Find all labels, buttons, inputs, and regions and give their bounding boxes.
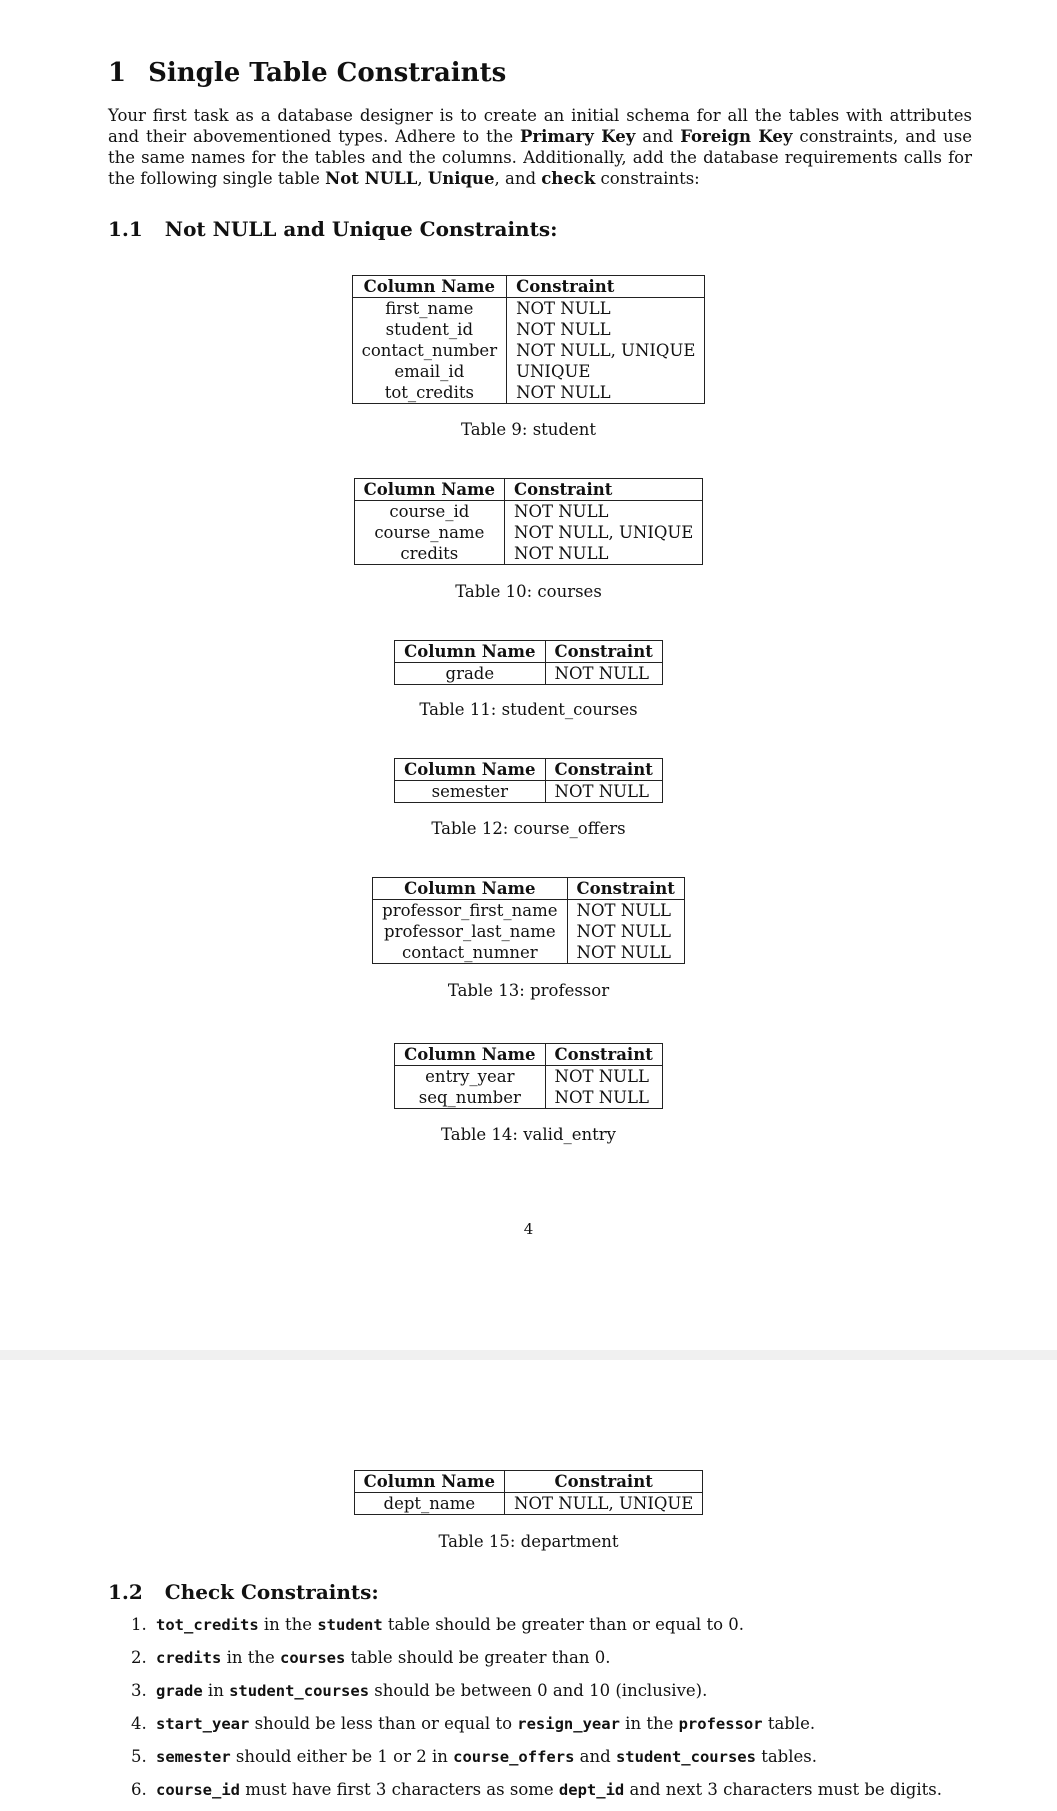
table-row xyxy=(395,663,663,685)
column-name-cell: email_id xyxy=(352,361,507,382)
item-text: should be less than or equal to xyxy=(249,1714,518,1733)
constraint-cell: NOT NULL xyxy=(507,382,705,404)
constraint-header: Constraint xyxy=(545,1044,662,1066)
item-text: tables. xyxy=(755,1747,817,1766)
subsection-title: Not NULL and Unique Constraints: xyxy=(164,217,558,241)
code-identifier: start_year xyxy=(156,1715,250,1733)
page-separator xyxy=(0,1350,1057,1360)
table-header-row xyxy=(354,479,703,501)
table-caption: Table 11: student_courses xyxy=(419,700,638,719)
column-name-header: Column Name xyxy=(373,878,567,900)
table-row xyxy=(395,1066,663,1088)
page-number: 4 xyxy=(523,1220,534,1238)
column-name-cell: student_id xyxy=(352,319,507,340)
check-constraint-item xyxy=(152,1641,1052,1674)
column-name-cell: grade xyxy=(395,663,545,685)
column-name-cell: semester xyxy=(395,781,545,803)
constraint-cell: NOT NULL xyxy=(505,501,703,523)
intro-text: Your first task as a database designer is to create an initial schema for all the tables with attributes and their abovementioned types. Adhere to the xyxy=(108,106,972,146)
table-header-row xyxy=(354,1471,703,1493)
constraint-cell: NOT NULL xyxy=(567,900,684,922)
item-text: should be between 0 and 10 (inclusive). xyxy=(369,1681,708,1700)
intro-emphasis: check xyxy=(541,169,596,188)
constraint-table xyxy=(372,877,685,964)
check-constraint-item xyxy=(152,1740,1052,1773)
column-name-cell: course_id xyxy=(354,501,504,523)
code-identifier: professor xyxy=(678,1715,763,1733)
constraint-cell: NOT NULL xyxy=(545,1066,662,1088)
table-row xyxy=(395,1087,663,1109)
constraint-table xyxy=(394,640,663,685)
student-table xyxy=(0,275,1057,404)
table-row xyxy=(354,522,703,543)
section-title: Single Table Constraints xyxy=(148,58,507,88)
table-row xyxy=(373,942,685,964)
item-text: in xyxy=(202,1681,230,1700)
constraint-cell: NOT NULL xyxy=(567,921,684,942)
table-row xyxy=(352,319,705,340)
column-name-header: Column Name xyxy=(354,479,504,501)
check-constraint-item xyxy=(152,1608,1052,1641)
code-identifier: semester xyxy=(156,1748,231,1766)
constraint-header: Constraint xyxy=(545,759,662,781)
table-row xyxy=(373,900,685,922)
column-name-header: Column Name xyxy=(395,759,545,781)
constraint-cell: UNIQUE xyxy=(507,361,705,382)
column-name-cell: dept_name xyxy=(354,1493,504,1515)
table-row xyxy=(352,340,705,361)
intro-text: constraints: xyxy=(595,169,700,188)
table-caption: Table 9: student xyxy=(460,420,597,439)
constraint-table xyxy=(354,1470,704,1515)
code-identifier: course_offers xyxy=(453,1748,575,1766)
code-identifier: course_id xyxy=(156,1781,240,1799)
table-header-row xyxy=(395,759,663,781)
intro-emphasis: Unique xyxy=(427,169,495,188)
section-heading xyxy=(108,58,506,88)
intro-emphasis: Primary Key xyxy=(520,127,636,146)
code-identifier: student xyxy=(317,1616,383,1634)
subsection-number: 1.1 xyxy=(108,217,143,241)
constraint-cell: NOT NULL xyxy=(545,1087,662,1109)
student-courses-table xyxy=(0,640,1057,685)
table-row xyxy=(354,1493,703,1515)
intro-text: , and xyxy=(494,169,542,188)
code-identifier: dept_id xyxy=(558,1781,625,1799)
constraint-cell: NOT NULL xyxy=(545,781,662,803)
column-name-cell: tot_credits xyxy=(352,382,507,404)
table-row xyxy=(352,382,705,404)
table-header-row xyxy=(373,878,685,900)
column-name-cell: seq_number xyxy=(395,1087,545,1109)
subsection-title: Check Constraints: xyxy=(164,1580,379,1604)
column-name-cell: contact_number xyxy=(352,340,507,361)
item-text: in the xyxy=(619,1714,679,1733)
code-identifier: tot_credits xyxy=(156,1616,259,1634)
check-constraints-list xyxy=(108,1608,1052,1806)
intro-text: constraints, and use the same names for the tables and the columns. Additionally, add the database requirements calls for the following single table xyxy=(108,127,973,188)
table-row xyxy=(395,781,663,803)
intro-emphasis: Not NULL xyxy=(325,169,418,188)
intro-emphasis: Foreign Key xyxy=(680,127,793,146)
table-row xyxy=(354,543,703,565)
check-constraint-item xyxy=(152,1674,1052,1707)
item-text: table should be greater than 0. xyxy=(345,1648,611,1667)
intro-text: , xyxy=(417,169,428,188)
column-name-cell: credits xyxy=(354,543,504,565)
constraint-header: Constraint xyxy=(545,641,662,663)
constraint-cell: NOT NULL xyxy=(567,942,684,964)
column-name-cell: entry_year xyxy=(395,1066,545,1088)
constraint-header: Constraint xyxy=(507,276,705,298)
table-caption: Table 13: professor xyxy=(447,981,610,1000)
item-text: table. xyxy=(762,1714,816,1733)
code-identifier: student_courses xyxy=(229,1682,370,1700)
item-text: should either be 1 or 2 in xyxy=(230,1747,454,1766)
constraint-cell: NOT NULL xyxy=(505,543,703,565)
column-name-header: Column Name xyxy=(354,1471,504,1493)
constraint-cell: NOT NULL, UNIQUE xyxy=(505,522,703,543)
table-row xyxy=(352,361,705,382)
item-text: and xyxy=(574,1747,616,1766)
constraint-header: Constraint xyxy=(567,878,684,900)
code-identifier: grade xyxy=(156,1682,203,1700)
check-constraint-item xyxy=(152,1773,1052,1806)
code-identifier: student_courses xyxy=(615,1748,756,1766)
code-identifier: courses xyxy=(280,1649,346,1667)
constraint-cell: NOT NULL xyxy=(507,298,705,320)
table-caption: Table 10: courses xyxy=(455,582,602,601)
constraint-table xyxy=(352,275,706,404)
section-number: 1 xyxy=(108,58,127,88)
column-name-cell: course_name xyxy=(354,522,504,543)
column-name-cell: first_name xyxy=(352,298,507,320)
column-name-cell: contact_numner xyxy=(373,942,567,964)
constraint-cell: NOT NULL, UNIQUE xyxy=(505,1493,703,1515)
subsection-number: 1.2 xyxy=(108,1580,143,1604)
subsection-heading-1-2 xyxy=(108,1580,379,1604)
constraint-cell: NOT NULL xyxy=(507,319,705,340)
column-name-header: Column Name xyxy=(395,1044,545,1066)
department-table xyxy=(0,1470,1057,1515)
subsection-heading-1-1 xyxy=(108,217,557,241)
intro-text: and xyxy=(635,127,681,146)
constraint-cell: NOT NULL xyxy=(545,663,662,685)
column-name-header: Column Name xyxy=(352,276,507,298)
course-offers-table xyxy=(0,758,1057,803)
constraint-table xyxy=(394,1043,663,1109)
table-header-row xyxy=(395,1044,663,1066)
table-caption: Table 12: course_offers xyxy=(431,819,626,838)
constraint-header: Constraint xyxy=(505,1471,703,1493)
item-text: in the xyxy=(221,1648,280,1667)
column-name-header: Column Name xyxy=(395,641,545,663)
constraint-cell: NOT NULL, UNIQUE xyxy=(507,340,705,361)
constraint-header: Constraint xyxy=(505,479,703,501)
item-text: and next 3 characters must be digits. xyxy=(624,1780,942,1799)
valid-entry-table xyxy=(0,1043,1057,1109)
check-constraint-item xyxy=(152,1707,1052,1740)
constraint-table xyxy=(394,758,663,803)
professor-table xyxy=(0,877,1057,964)
table-caption: Table 15: department xyxy=(438,1532,619,1551)
constraint-table xyxy=(354,478,704,565)
table-row xyxy=(373,921,685,942)
courses-table xyxy=(0,478,1057,565)
table-header-row xyxy=(395,641,663,663)
column-name-cell: professor_last_name xyxy=(373,921,567,942)
section-intro xyxy=(108,105,972,189)
item-text: must have first 3 characters as some xyxy=(240,1780,559,1799)
code-identifier: credits xyxy=(156,1649,222,1667)
table-row xyxy=(352,298,705,320)
item-text: table should be greater than or equal to 0. xyxy=(382,1615,745,1634)
table-row xyxy=(354,501,703,523)
column-name-cell: professor_first_name xyxy=(373,900,567,922)
table-header-row xyxy=(352,276,705,298)
item-text: in the xyxy=(258,1615,318,1634)
table-caption: Table 14: valid_entry xyxy=(441,1125,616,1144)
code-identifier: resign_year xyxy=(517,1715,620,1733)
